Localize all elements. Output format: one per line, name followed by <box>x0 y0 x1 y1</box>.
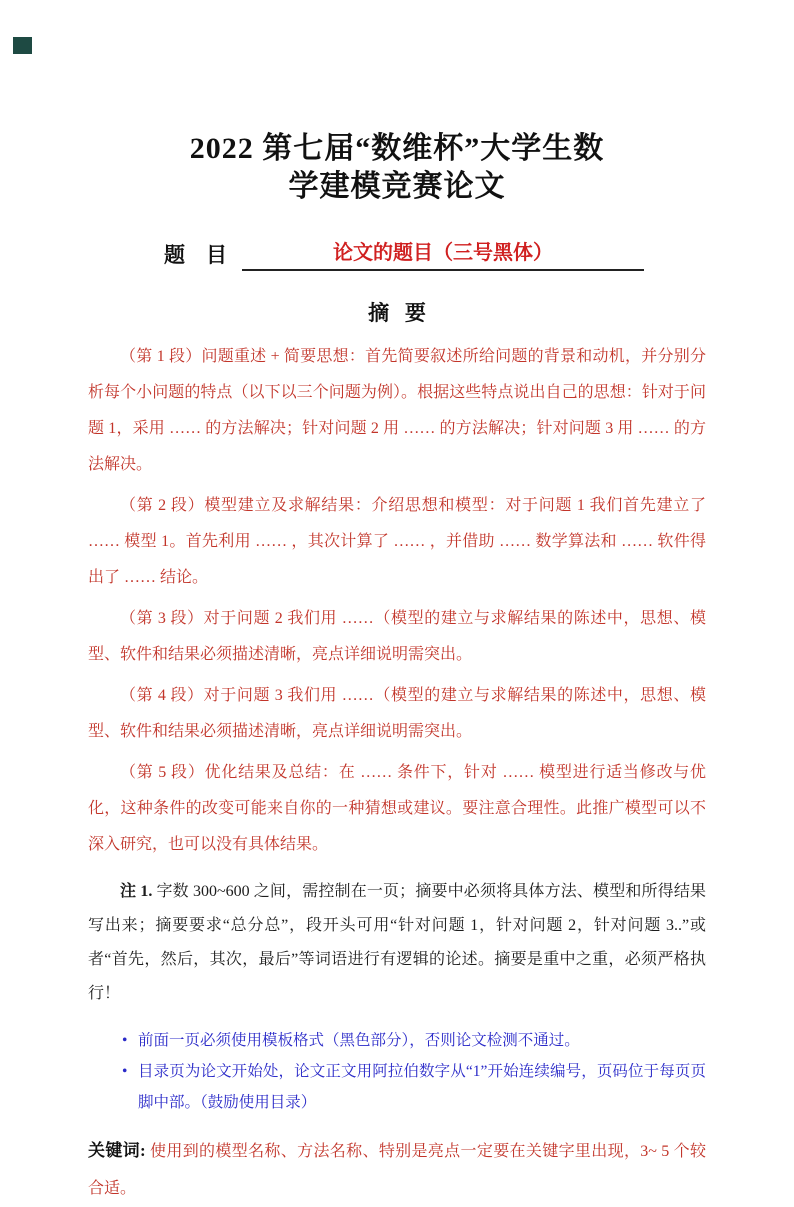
abstract-body <box>88 339 706 1207</box>
document-title-line2: 学建模竞赛论文 <box>288 170 506 203</box>
abstract-paragraph-2: （第 2 段）模型建立及求解结果：介绍思想和模型：对于问题 1 我们首先建立了 …… 模型 1。首先利用 …… ，其次计算了 …… ，并借助 …… 数学算法和 …… 软件得出了 …… 结论。 <box>88 497 706 586</box>
bullet-item-1 <box>122 1025 706 1056</box>
abstract-paragraph-3: （第 3 段）对于问题 2 我们用 ……（模型的建立与求解结果的陈述中，思想、模型、软件和结果必须描述清晰，亮点详细说明需突出。 <box>88 610 706 663</box>
abstract-paragraph-1: （第 1 段）问题重述 + 简要思想：首先简要叙述所给问题的背景和动机，并分别分析每个小问题的特点（以下以三个问题为例）。根据这些特点说出自己的思想：针对于问题 1，采用 …… 的方法解决；针对问题 2 用 …… 的方法解决；针对问题 3 用 …… 的方法解决。 <box>88 348 706 473</box>
keywords-label: 关键词: <box>88 1141 146 1160</box>
abstract-paragraph-4: （第 4 段）对于问题 3 我们用 ……（模型的建立与求解结果的陈述中，思想、模型、软件和结果必须描述清晰，亮点详细说明需突出。 <box>88 687 706 740</box>
note-label: 注 1. <box>120 883 153 900</box>
bullet-item-1-text: 前面一页必须使用模板格式（黑色部分），否则论文检测不通过。 <box>138 1032 580 1049</box>
bullet-dot-icon: • <box>122 1032 128 1049</box>
bullet-dot-icon: • <box>122 1063 128 1080</box>
note-text: 字数 300~600 之间，需控制在一页；摘要中必须将具体方法、模型和所得结果写出来；摘要要求“总分总”，段开头可用“针对问题 1，针对问题 2，针对问题 3..”或者“首先，然后，其次，最后”等词语进行有逻辑的论述。摘要是重中之重，必须严格执行！ <box>88 883 706 1002</box>
instruction-bullet-list <box>122 1025 706 1118</box>
abstract-heading: 摘 要 <box>368 301 426 325</box>
title-field-label: 题 目 <box>164 243 227 267</box>
note-paragraph <box>88 875 706 1011</box>
title-field-value: 论文的题目（三号黑体） <box>242 236 644 271</box>
paper-title-field <box>164 236 706 271</box>
bullet-item-2-text: 目录页为论文开始处，论文正文用阿拉伯数字从“1”开始连续编号，页码位于每页页脚中部。（鼓励使用目录） <box>138 1063 706 1111</box>
document-title-line1: 2022 第七届“数维杯”大学生数 <box>189 132 605 165</box>
bullet-item-2 <box>122 1056 706 1118</box>
document-title <box>88 130 706 206</box>
keywords-paragraph <box>88 1132 706 1207</box>
page-content <box>88 0 706 1207</box>
keywords-text: 使用到的模型名称、方法名称、特别是亮点一定要在关键字里出现，3~ 5 个较合适。 <box>88 1143 706 1197</box>
page-corner-mark <box>13 37 32 54</box>
abstract-paragraph-5: （第 5 段）优化结果及总结：在 …… 条件下，针对 …… 模型进行适当修改与优化，这种条件的改变可能来自你的一种猜想或建议。要注意合理性。此推广模型可以不深入研究，也可以没有具体结果。 <box>88 764 706 853</box>
